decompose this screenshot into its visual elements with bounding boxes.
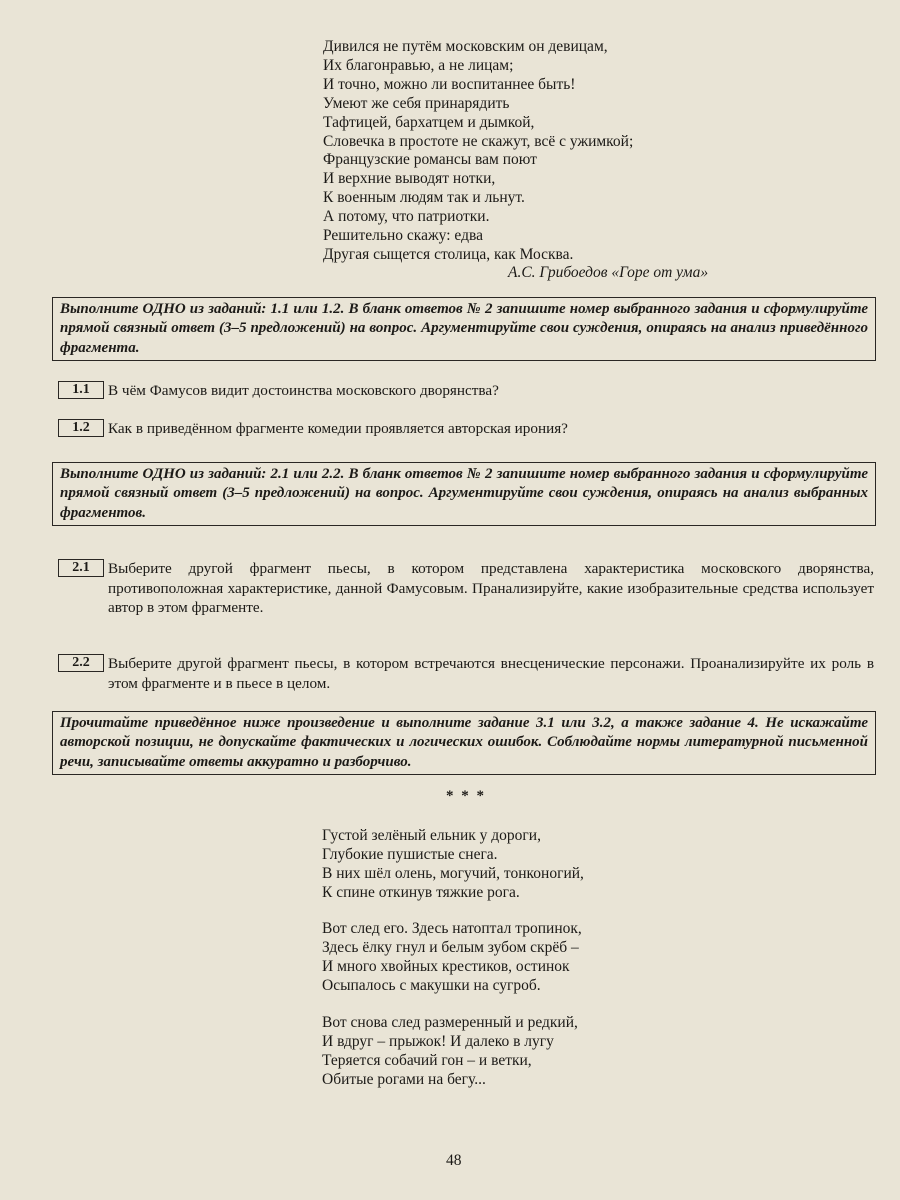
poem-line: Здесь ёлку гнул и белым зубом скрёб – — [322, 938, 579, 956]
poem-line: Решительно скажу: едва — [323, 227, 483, 245]
poem-separator: * * * — [446, 788, 486, 804]
poem-line: Французские романсы вам поют — [323, 151, 537, 169]
instruction-box-1: Выполните ОДНО из заданий: 1.1 или 1.2. В бланк ответов № 2 запишите номер выбранного задания и сформулируйте прямой связный ответ (3–5 предложений) на вопрос. Аргументируйте свои суждения, опираясь на анализ приведённого фрагмента. — [52, 297, 876, 361]
task-number: 1.2 — [58, 419, 104, 437]
poem-2-stanza-2 — [322, 920, 582, 996]
task-text: Выберите другой фрагмент пьесы, в котором встречаются внесценические персонажи. Проанализируйте их роль в этом фрагменте и в пьесе в целом. — [108, 655, 874, 692]
poem-line: Осыпалось с макушки на сугроб. — [322, 976, 541, 994]
task-1-1 — [58, 381, 874, 401]
task-text: Выберите другой фрагмент пьесы, в котором представлена характеристика московского дворянства, противоположная характеристике, данной Фамусовым. Пранализируйте, какие изобразительные средства использует автор в этом фрагменте. — [108, 560, 874, 617]
task-2-1 — [58, 559, 874, 619]
poem-line: Глубокие пушистые снега. — [322, 845, 498, 863]
poem-line: Словечка в простоте не скажут, всё с ужимкой; — [323, 132, 634, 150]
poem-attribution: А.С. Грибоедов «Горе от ума» — [508, 264, 709, 281]
poem-line: К военным людям так и льнут. — [323, 189, 525, 207]
poem-line: И точно, можно ли воспитаннее быть! — [323, 75, 576, 93]
poem-line: Вот след его. Здесь натоптал тропинок, — [322, 920, 582, 937]
poem-line: И много хвойных крестиков, остинок — [322, 957, 570, 975]
task-text: В чём Фамусов видит достоинства московского дворянства? — [108, 382, 499, 399]
poem-line: Другая сыщется столица, как Москва. — [323, 245, 574, 263]
instruction-box-3: Прочитайте приведённое ниже произведение и выполните задание 3.1 или 3.2, а также задание 4. Не искажайте авторской позиции, не допускайте фактических и логических ошибок. Соблюдайте нормы литературной письменной речи, записывайте ответы аккуратно и разборчиво. — [52, 711, 876, 775]
task-text: Как в приведённом фрагменте комедии проявляется авторская ирония? — [108, 420, 568, 437]
poem-line: И верхние выводят нотки, — [323, 170, 496, 188]
poem-line: А потому, что патриотки. — [323, 208, 490, 226]
poem-2-stanza-3 — [322, 1014, 578, 1090]
task-1-2 — [58, 419, 874, 439]
poem-line: Теряется собачий гон – и ветки, — [322, 1051, 532, 1069]
poem-line: Обитые рогами на бегу... — [322, 1070, 486, 1088]
poem-line: К спине откинув тяжкие рога. — [322, 883, 520, 901]
task-number: 2.2 — [58, 654, 104, 672]
poem-2-stanza-1 — [322, 827, 584, 903]
poem-line: В них шёл олень, могучий, тонконогий, — [322, 864, 584, 882]
task-number: 2.1 — [58, 559, 104, 577]
poem-line: Их благонравью, а не лицам; — [323, 56, 514, 74]
poem-line: Умеют же себя принарядить — [323, 94, 510, 112]
poem-line: Вот снова след размеренный и редкий, — [322, 1014, 578, 1031]
poem-griboedov — [323, 38, 633, 265]
poem-line: Дивился не путём московским он девицам, — [323, 38, 608, 55]
poem-line: Тафтицей, бархатцем и дымкой, — [323, 113, 535, 131]
task-number: 1.1 — [58, 381, 104, 399]
instruction-box-2: Выполните ОДНО из заданий: 2.1 или 2.2. В бланк ответов № 2 запишите номер выбранного задания и сформулируйте прямой связный ответ (3–5 предложений) на вопрос. Аргументируйте свои суждения, опираясь на анализ выбранных фрагментов. — [52, 462, 876, 526]
poem-line: Густой зелёный ельник у дороги, — [322, 827, 541, 844]
page-number: 48 — [446, 1152, 462, 1169]
poem-line: И вдруг – прыжок! И далеко в лугу — [322, 1032, 554, 1050]
task-2-2 — [58, 654, 874, 694]
